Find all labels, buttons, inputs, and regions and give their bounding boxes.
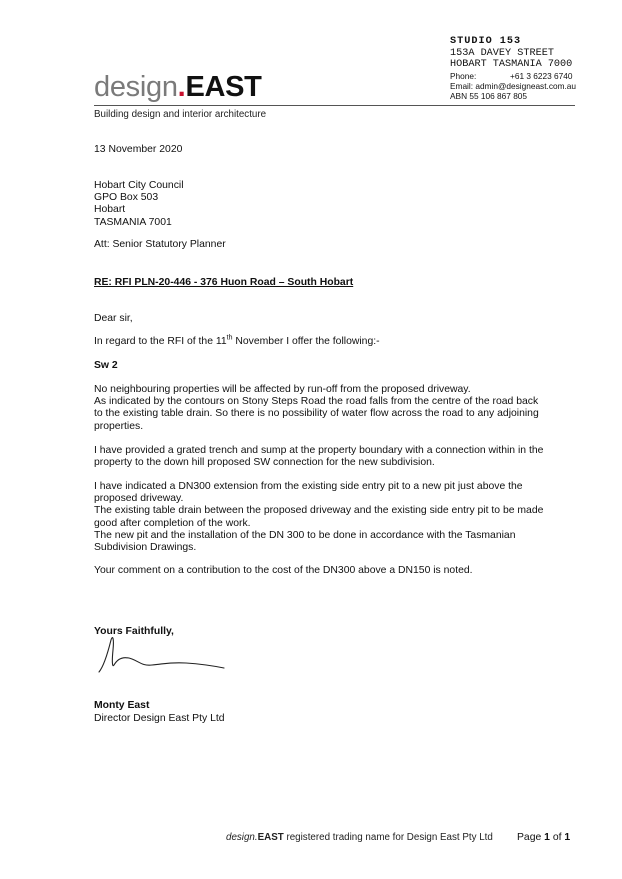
page-current: 1: [544, 832, 550, 843]
studio-name: STUDIO 153: [450, 36, 522, 47]
recipient-address: [94, 180, 564, 229]
paragraph-line: I have indicated a DN300 extension from the existing side entry pit to a new pit just above the: [94, 481, 523, 492]
studio-street: 153A DAVEY STREET: [450, 47, 554, 59]
intro-superscript: th: [226, 334, 233, 342]
letterhead-divider: [94, 105, 575, 106]
paragraph-line: Subdivision Drawings.: [94, 542, 197, 554]
attention-line: Att: Senior Statutory Planner: [94, 239, 226, 250]
studio-address-block: [450, 36, 620, 101]
section-heading: Sw 2: [94, 360, 118, 371]
intro-text-end: November I offer the following:-: [232, 336, 380, 347]
recipient-line: Hobart City Council: [94, 180, 184, 191]
paragraph-1: [94, 384, 564, 433]
footer-brand-light: design.: [226, 832, 258, 843]
recipient-line: GPO Box 503: [94, 192, 159, 204]
paragraph-4: Your comment on a contribution to the cost of the DN300 above a DN150 is noted.: [94, 565, 473, 576]
signer-name: Monty East: [94, 700, 150, 711]
logo-tagline: Building design and interior architecture: [94, 109, 267, 120]
paragraph-2: [94, 445, 564, 469]
letter-date: 13 November 2020: [94, 144, 183, 155]
abn-line: ABN 55 106 867 805: [450, 91, 528, 102]
studio-city: HOBART TASMANIA 7000: [450, 59, 573, 71]
intro-paragraph: [94, 336, 564, 348]
recipient-line: Hobart: [94, 204, 126, 216]
footer-trading-name: [226, 832, 493, 843]
logo-dot: .: [177, 71, 186, 103]
footer-text: registered trading name for Design East Pty Ltd: [283, 832, 493, 843]
paragraph-line: property to the down hill proposed SW connection for the new subdivision.: [94, 457, 435, 469]
signer-title: Director Design East Pty Ltd: [94, 713, 225, 724]
phone-label: Phone:: [450, 70, 477, 81]
contact-details: [450, 71, 620, 102]
paragraph-line: As indicated by the contours on Stony Steps Road the road falls from the centre of the road back: [94, 396, 539, 408]
recipient-line: TASMANIA 7001: [94, 216, 172, 228]
paragraph-line: No neighbouring properties will be affected by run-off from the proposed driveway.: [94, 384, 471, 395]
paragraph-line: The new pit and the installation of the DN 300 to be done in accordance with the Tasmanian: [94, 529, 516, 541]
logo-design-text: design: [94, 71, 178, 103]
intro-text: In regard to the RFI of the 11: [94, 336, 227, 347]
closing: Yours Faithfully,: [94, 626, 174, 637]
page-of: of: [549, 832, 565, 843]
page-total: 1: [564, 832, 571, 843]
paragraph-line: good after completion of the work.: [94, 517, 251, 529]
paragraph-line: I have provided a grated trench and sump at the property boundary with a connection within in the: [94, 445, 544, 456]
page-number: [517, 832, 570, 843]
page-prefix: Page: [517, 832, 545, 843]
paragraph-3: [94, 481, 564, 554]
paragraph-line: to the existing table drain. So there is no possibility of water flow across the road to any adjoining: [94, 408, 539, 420]
paragraph-line: The existing table drain between the proposed driveway and the existing side entry pit to be made: [94, 505, 544, 517]
paragraph-line: properties.: [94, 420, 144, 432]
phone-value: +61 3 6223 6740: [510, 70, 573, 81]
paragraph-line: proposed driveway.: [94, 493, 184, 505]
email-line: Email: admin@designeast.com.au: [450, 80, 577, 91]
subject-line: RE: RFI PLN-20-446 - 376 Huon Road – South Hobart: [94, 277, 354, 288]
handwritten-signature: [96, 632, 236, 682]
company-logo: [94, 70, 262, 104]
logo-east-text: EAST: [185, 71, 262, 103]
salutation: Dear sir,: [94, 313, 133, 324]
footer-brand-bold: EAST: [257, 832, 284, 843]
